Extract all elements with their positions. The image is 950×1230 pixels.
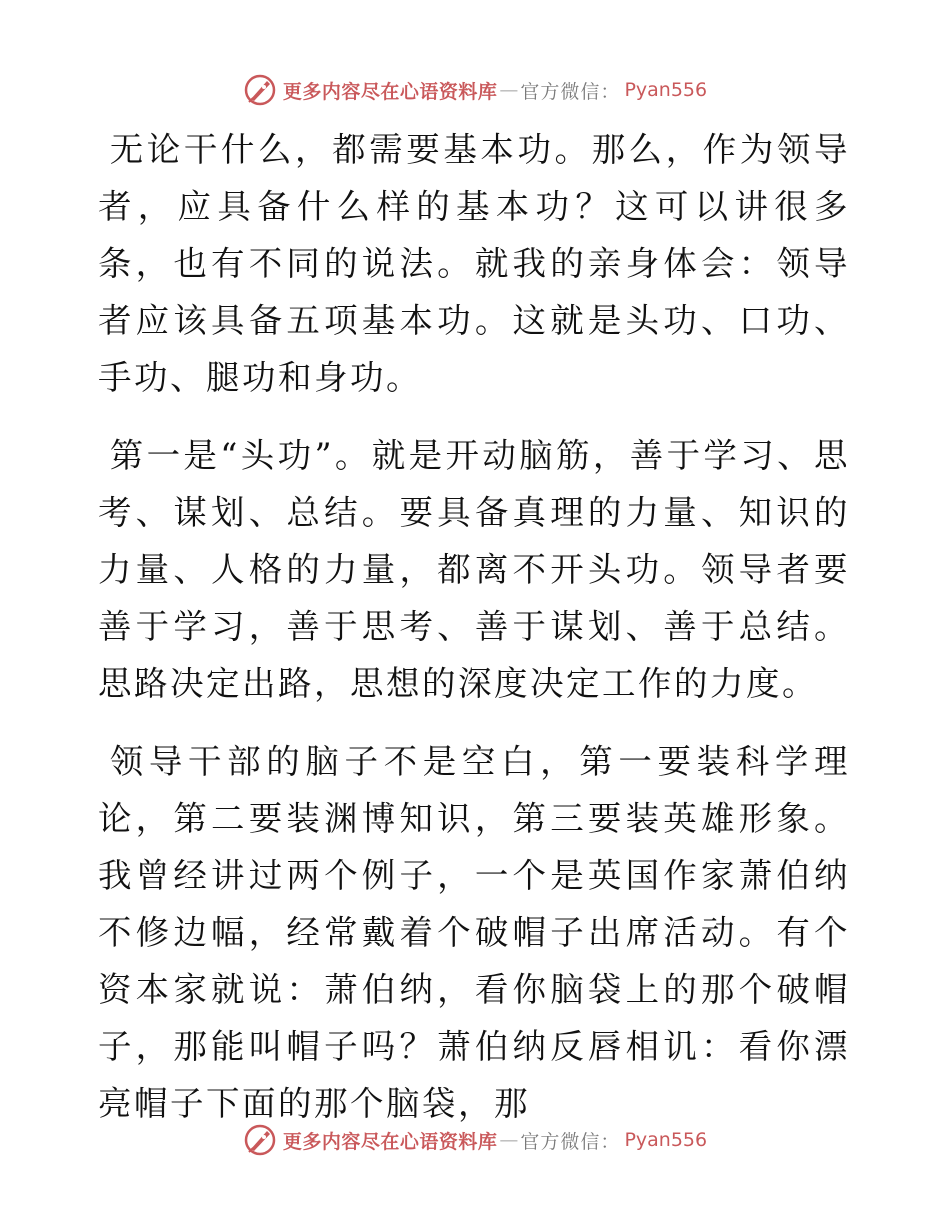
- paragraph-leader-mind: 领导干部的脑子不是空白，第一要装科学理论，第二要装渊博知识，第三要装英雄形象。我曾经讲过两个例子，一个是英国作家萧伯纳不修边幅，经常戴着个破帽子出席活动。有个资本家就说：萧伯纳，看你脑袋上的那个破帽子，那能叫帽子吗？萧伯纳反唇相讥：看你漂亮帽子下面的那个脑袋，那: [98, 742, 850, 1123]
- wechat-id: Pyan556: [624, 1129, 708, 1151]
- footer-banner: [0, 1120, 950, 1160]
- document-body: [98, 121, 850, 1153]
- paragraph-head-skill: 第一是“头功”。就是开动脑筋，善于学习、思考、谋划、总结。要具备真理的力量、知识的力量、人格的力量，都离不开头功。领导者要善于学习，善于思考、善于谋划、善于总结。思路决定出路，思想的深度决定工作的力度。: [98, 436, 850, 703]
- paragraph-intro: 无论干什么，都需要基本功。那么，作为领导者，应具备什么样的基本功？这可以讲很多条，也有不同的说法。就我的亲身体会：领导者应该具备五项基本功。这就是头功、口功、手功、腿功和身功。: [98, 130, 850, 397]
- official-wechat-label: 官方微信：: [520, 80, 621, 103]
- official-wechat-label: 官方微信：: [520, 1130, 621, 1153]
- banner-separator: —: [499, 1129, 519, 1151]
- feather-pen-logo-icon: [243, 73, 277, 107]
- promo-text: 更多内容尽在心语资料库: [282, 1130, 498, 1153]
- wechat-id: Pyan556: [624, 79, 708, 101]
- banner-separator: —: [499, 79, 519, 101]
- header-banner: [0, 70, 950, 110]
- feather-pen-logo-icon: [243, 1123, 277, 1157]
- promo-text: 更多内容尽在心语资料库: [282, 80, 498, 103]
